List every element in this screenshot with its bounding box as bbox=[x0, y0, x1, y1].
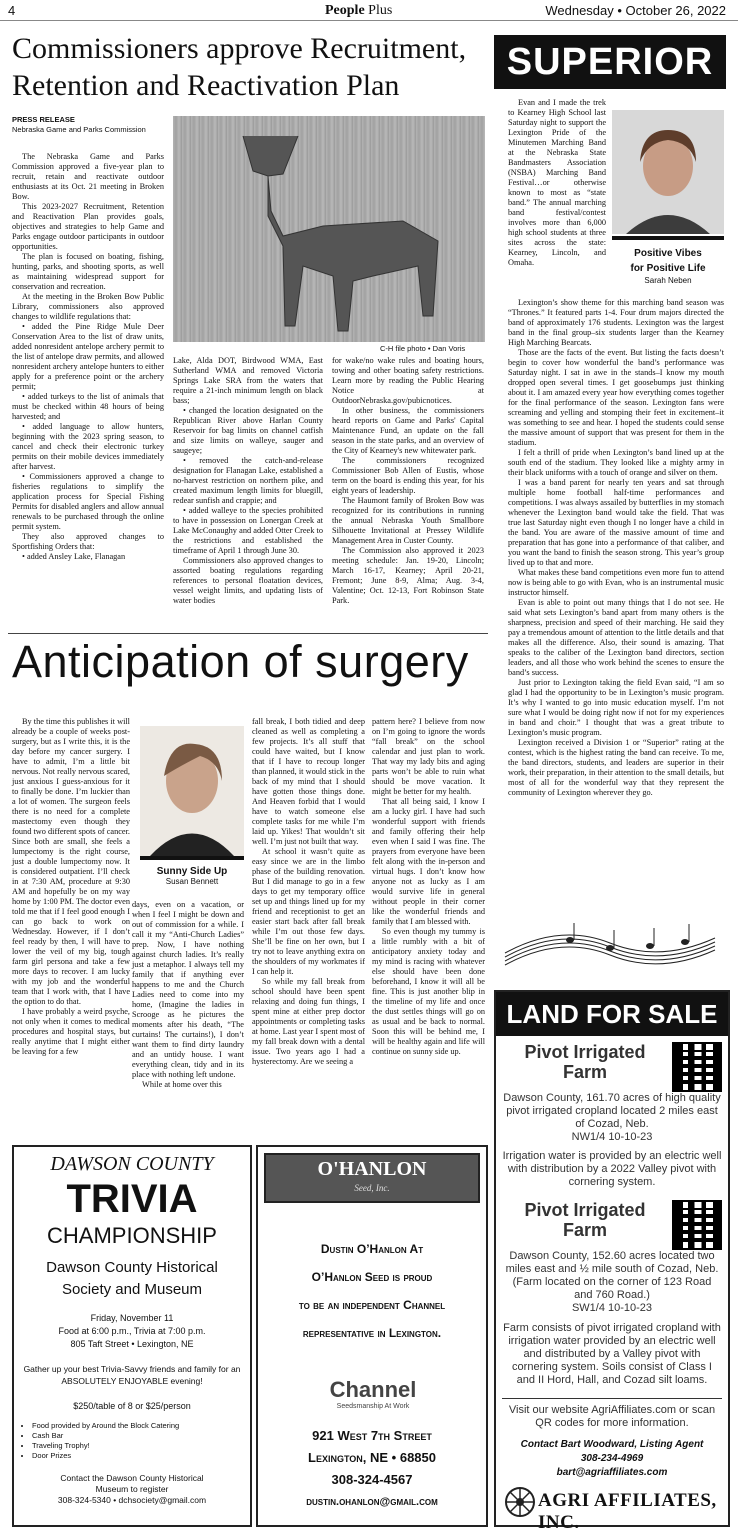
wheel-icon bbox=[504, 1486, 538, 1518]
land-sale-title: LAND FOR SALE bbox=[496, 992, 728, 1036]
land-sale-ad bbox=[494, 990, 730, 1533]
article1-column-1: The Nebraska Game and Parks Commission approved a five-year plan to recruit, retain and reactivate outdoor enthusiasts at its Oct. 21 meeting in Broken Bow. This 2023-2027 Recruitment, Retention and Reactivation Plan provides goals, objectives and strategies to help Game and Parks engage outdoor participants in outdoor opportunities. The plan is focused on boating, fishing, hunting, parks, and shooting sports, as well as maintaining widespread support for conservation and recreation. At the meeting in the Broken Bow Public Library, commissioners also approved changes to wildlife regulations that: • added the Pine Ridge Mule Deer Conservation Area to the list of draw units, added nonresident antelope archery permit to the list of antelope draw permits, and allowed nonresident archery antelope hunters to either apply for a preference point or the archery permit; • added turkeys to the list of animals that must be checked within 48 hours of being harvested; and • added language to allow hunters, beginning with the 2023 spring season, to cancel and check their electronic turkey permits on their mobile devices immediately after harvest. • Commissioners approved a change to fisheries regulations to simplify the application process for Special Fishing Permits for disabled anglers and allow annual renewals to be purchased through the online permit system. They also approved changes to Sportfishing Orders that: • added Ansley Lake, Flanagan bbox=[12, 152, 164, 561]
superior-intro: Evan and I made the trek to Kearney High School last Saturday night to support the Lexington Pride of the Minutemen Marching Band at the Nebraska State Bandmasters Association (NSBA) Marching Band Festival…or otherwise known to most as “state band.” The annual marching band festival/contest involves more than 6,000 high school students at three sites across the state: Kearney, Lincoln, and Omaha. bbox=[508, 98, 606, 267]
qr-code-icon[interactable] bbox=[672, 1042, 722, 1092]
portrait-icon bbox=[140, 726, 244, 856]
divider bbox=[502, 1398, 722, 1399]
trivia-tagline: Gather up your best Trivia-Savvy friends and family for an ABSOLUTELY ENJOYABLE evening! bbox=[23, 1364, 241, 1386]
trivia-contact: Contact the Dawson County Historical Museum to register 308-324-5340 • dchsociety@gmail.com bbox=[57, 1473, 207, 1505]
article2-headline: Anticipation of surgery bbox=[12, 636, 469, 687]
author-photo bbox=[140, 726, 244, 856]
page-number: 4 bbox=[8, 3, 16, 18]
column-signature: Sunny Side Up Susan Bennett bbox=[140, 856, 244, 886]
farm2-desc: Dawson County, 152.60 acres located two miles east and ½ mile south of Cozad, Neb. (Farm located on the corner of 123 Road and 760 Road.) SW1/4 10-10-23 bbox=[505, 1250, 719, 1314]
photo-credit: C-H file photo • Dan Voris bbox=[380, 344, 466, 353]
ohanlon-text: Dustin O’Hanlon At O’Hanlon Seed is proud to be an independent Channel representative in Lexington. bbox=[298, 1242, 446, 1340]
columnist-photo bbox=[612, 110, 724, 234]
land-website[interactable]: Visit our website AgriAffiliates.com or scan QR codes for more information. bbox=[508, 1404, 716, 1429]
farm1-water: Irrigation water is provided by an electric well with distribution by a 2022 Valley pivot with cornering system. bbox=[502, 1150, 722, 1188]
farm2-water: Farm consists of pivot irrigated cropland with irrigation water provided by an electric well and distributed by a Valley pivot with cornering system. Soils consist of Class I and II Hord, Hall, and Cozad silt loams. bbox=[503, 1322, 721, 1386]
ohanlon-logo: O'HANLON Seed, Inc. bbox=[264, 1153, 480, 1203]
column-signature: Positive Vibes for Positive Life Sarah Neben bbox=[612, 236, 724, 285]
farm1-desc: Dawson County, 161.70 acres of high quality pivot irrigated cropland located 2 miles east of Cozad, Neb. NW1/4 10-10-23 bbox=[503, 1092, 721, 1143]
land-contact: Contact Bart Woodward, Listing Agent 308-234-4969 bart@agriaffiliates.com bbox=[520, 1439, 704, 1478]
trivia-title: TRIVIA bbox=[66, 1177, 198, 1221]
article1-column-2: Lake, Alda DOT, Birdwood WMA, East Sutherland WMA and removed Victoria Springs Lake SRA from the waters that require a 21-inch minimum length on black bass; • changed the location designated on the Republican River above Harlan County Reservoir for bag limits on channel catfish and size limits on walleye, sauger and saugeye; • removed the catch-and-release designation for Flanagan Lake, established a no-harvest restriction on northern pike, and created maximum length limits for bluegill, redear sunfish and crappie; and • added walleye to the species prohibited to have in possession on Lonergan Creek at Lake McConaughy and added Otter Creek to the restrictions and established the timeframe of April 1 through June 30. Commissioners also approved changes to assorted boating regulations regarding references to personal floatation devices, vessel weight limits, and updating lists of water bodies bbox=[173, 356, 323, 605]
article2-column-1a: By the time this publishes it will already be a couple of weeks post-surgery, but as I write this, it is the day before my cancer surgery. I have to admit, I’m a little bit nervous. Not really nervous scared, just anxious I guess-anxious for it to finally be done. I’m luckier than a lot of women. The surgeon feels there is no need for a complete mastectomy even though they found two different spots of cancer. Since both are small, she feels a lumpectomy is the right course, just a double lumpectomy now. It is considered outpatient. I’ll check in at 7:30 AM, procedure at 9:30 AM and hopefully be on my way home by 1:00 PM. The doctor even told me that if I feel good enough I can go back to work on Wednesday. However, if I don’t feel ready by then, I will have to lower the veil of my big, tough farm girl persona and take a few more days to recover. I am lucky with my job and the wonderful team that I work with, that I have the option to do that. I have probably a weird psyche, not only when it comes to medical procedures and hospital stays, but really anytime that I might either be leaving for a few bbox=[12, 717, 130, 1056]
section-name: People Plus bbox=[325, 3, 393, 18]
issue-date: Wednesday • October 26, 2022 bbox=[545, 3, 726, 18]
trivia-details: Friday, November 11 Food at 6:00 p.m., Trivia at 7:00 p.m. 805 Taft Street • Lexington, NE bbox=[58, 1313, 206, 1349]
article2-column-4: pattern here? I believe from now on I’m going to ignore the words “fall break” on the school calendar and just plan to work. That way my lady bits and aging parts won’t be able to ruin what should be move vacation. It might be better for my health. That all being said, I know I am a lucky girl. I have had such wonderful support with friends and family offering their help even when I said I was fine. The prayers from everyone have been felt along with the in-person and virtual hugs. I don’t know how anyone not as lucky as I am would survive life in general without people in their corner like the wonderful friends and family that I am blessed with. So even though my tummy is a little rumbly with a bit of anticipatory anxiety today and my mind is racing with whatever else should have been done beforehand, I know it will all be fine. This is just another blip in the timeline of my life and once the dust settles things will go on as usual and be back to normal. Soon this will be behind me, I will be healthy again and life will continue on sunny side up. bbox=[372, 717, 485, 1056]
trivia-bullets: • Food provided by Around the Block Catering • Cash Bar • Traveling Trophy! • Door Prizes bbox=[18, 1421, 252, 1461]
trivia-org: Dawson County Historical Society and Museum bbox=[46, 1259, 218, 1298]
channel-logo: Channel Seedsmanship At Work bbox=[329, 1377, 417, 1410]
page-header bbox=[0, 0, 738, 21]
trivia-ad bbox=[12, 1145, 252, 1527]
ohanlon-ad bbox=[256, 1145, 488, 1527]
farm2-title: Pivot Irrigated Farm bbox=[524, 1200, 646, 1240]
portrait-icon bbox=[612, 110, 724, 234]
ohanlon-contact: 921 West 7th Street Lexington, NE • 68850 308-324-4567 dustin.ohanlon@gmail.com bbox=[306, 1428, 438, 1508]
article1-column-3: for wake/no wake rules and boating hours, towing and other boating safety restrictions. Learn more by reading the Public Hearing Notice at OutdoorNebraska.gov/pubicnotices. In other business, the commissioners heard reports on Game and Parks' Capital Maintenance Fund, an update on the fall season in the state parks, and an overview of the City of Kearney's new whitewater park. The commissioners recognized Commissioner Bob Allen of Eustis, whose term on the board is ending this year, for his eight years of leadership. The Haumont family of Broken Bow was recognized for its contributions in running the annual Nebraska Youth Smallbore Silhouette Invitational at Pressey Wildlife Management Area in Custer County. The Commission also approved it 2023 meeting schedule: Jan. 19-20, Lincoln; March 16-17, Kearney; April 20-21, Fremont; June 8-9, Alma; Aug. 3-4, Valentine; Oct. 12-13, Fort Robinson State Park. bbox=[332, 356, 484, 605]
trivia-script: DAWSON COUNTY bbox=[50, 1153, 214, 1175]
superior-body: Lexington’s show theme for this marching band season was “Thrones.” It featured parts 1-4. Four drum majors directed the band of approximately 176 students. Lexington was the largest band in the final group–six students larger than the Kearney High Marching Bearcats. Those are the facts of the event. But listing the facts doesn’t begin to cover how wonderful the band’s performance was Saturday night. I sat in awe in the stands–I know my mouth dropped open several times. I get goosebumps just thinking about it. I am amazed every year how everything comes together for the final performance of the season. Lexington fans were screaming and yelling and stomping their feet in excitement–it was something to see and hear. I hoped the students could sense the massive amount of support that was present for them in the stadium. I felt a thrill of pride when Lexington’s band lined up at the south end of the stadium. They looked like a mighty army in their black uniforms with a touch of orange and silver on them. I was a band parent for nearly ten years and sat through multiple home football half-time performances and competitions. I was always assailed by butterflies in my stomach whenever the Lexington band would take the field. That was true last Saturday night even though I no longer have a child in the band. You are aware of the massive amount of time and preparation that has gone into a performance of that caliber, and you want the band to finish the season strong. This year’s group lived up to that and more. What makes these band competitions even more fun to attend now is being able to go with Evan, who is an instrumental music instructor himself. Evan is able to point out many things that I do not see. He said what sets Lexington’s band apart from many others is the sharpness, precision and speed of their marching. He said they pay a tremendous amount of attention to the little details and that makes all the difference. Also, their sound is amazing. That speaks to the caliber of the Lexington band directors, section leaders, and all those who work behind the scenes to ensure the band’s success. Just prior to Lexington taking the field Evan said, “I am so glad I had the opportunity to be in Lexington’s music program. It’s why I wanted to go into music education myself. I’m not sure what I would be doing right now if not for my experiences in band and choir.” I thought that was a great tribute to Lexington’s music program. Lexington received a Division 1 or “Superior” rating at the contest, which is the highest rating the band can receive. To me, the band directors, students, and leaders are superior in their work, their preparation, in their attention to the small details, but most of all for the wonderful way that they represent the community of Lexington wherever they go. bbox=[508, 298, 724, 797]
music-staff-icon bbox=[500, 918, 720, 978]
divider bbox=[8, 633, 488, 634]
trivia-price: $250/table of 8 or $25/person bbox=[73, 1401, 191, 1411]
article-headline: Commissioners approve Recruitment, Retention and Reactivation Plan bbox=[12, 32, 467, 102]
byline: PRESS RELEASE Nebraska Game and Parks Commission bbox=[12, 115, 146, 134]
article2-column-2: days, even on a vacation, or when I feel I might be down and out of commission for a while. I call it my “Anti-Church Ladies” prep. Now, I have nothing against church ladies. It’s really just a metaphor. I always tell my family that if anything ever happens to me and the Church Ladies need to come into my home, (Imagine the ladies in Scrooge as he pictures the moments after his death, “The curtains! The curtains!), I don’t want them to find dirty laundry and an untidy house. I want everything clean, tidy and in its place with nothing left undone. While at home over this bbox=[132, 900, 244, 1089]
qr-code-icon[interactable] bbox=[672, 1200, 722, 1250]
farm1-title: Pivot Irrigated Farm bbox=[524, 1042, 646, 1082]
deer-silhouette-icon bbox=[173, 116, 485, 342]
superior-banner: SUPERIOR bbox=[494, 35, 726, 89]
agri-affiliates-logo: AGRI AFFILIATES, INC. bbox=[504, 1486, 720, 1518]
article2-column-3: fall break, I both tidied and deep cleaned as well as completing a few projects. It’s all stuff that could have waited, but I know that if I have to recoup longer than planned, it would stick in the back of my mind that I should have gotten those things done. And Heaven forbid that I would have to watch someone else complete tasks for me while I’m laid up. Yikes! That wouldn’t sit well. I’m just not built that way. At school it wasn’t quite as easy since we are in the limbo phase of the building renovation. But I did manage to go in a few days to get my temporary office set up and things lined up for my friend and receptionist to get an easier start back after fall break while I’m out those few days. She’ll be fine on her own, but I try not to leave anything extra on the shoulders of my workmates if I can help it. So while my fall break from school should have been spent relaxing and doing fun things, I spent mine at either prep doctor appointments or completing tasks at home. Last year I spent most of my fall break down with a dental issue. Two years ago I had a hysterectomy. Are we seeing a bbox=[252, 717, 365, 1066]
deer-photo bbox=[173, 116, 485, 342]
music-notes-graphic bbox=[500, 918, 720, 978]
trivia-subtitle: CHAMPIONSHIP bbox=[47, 1223, 217, 1248]
